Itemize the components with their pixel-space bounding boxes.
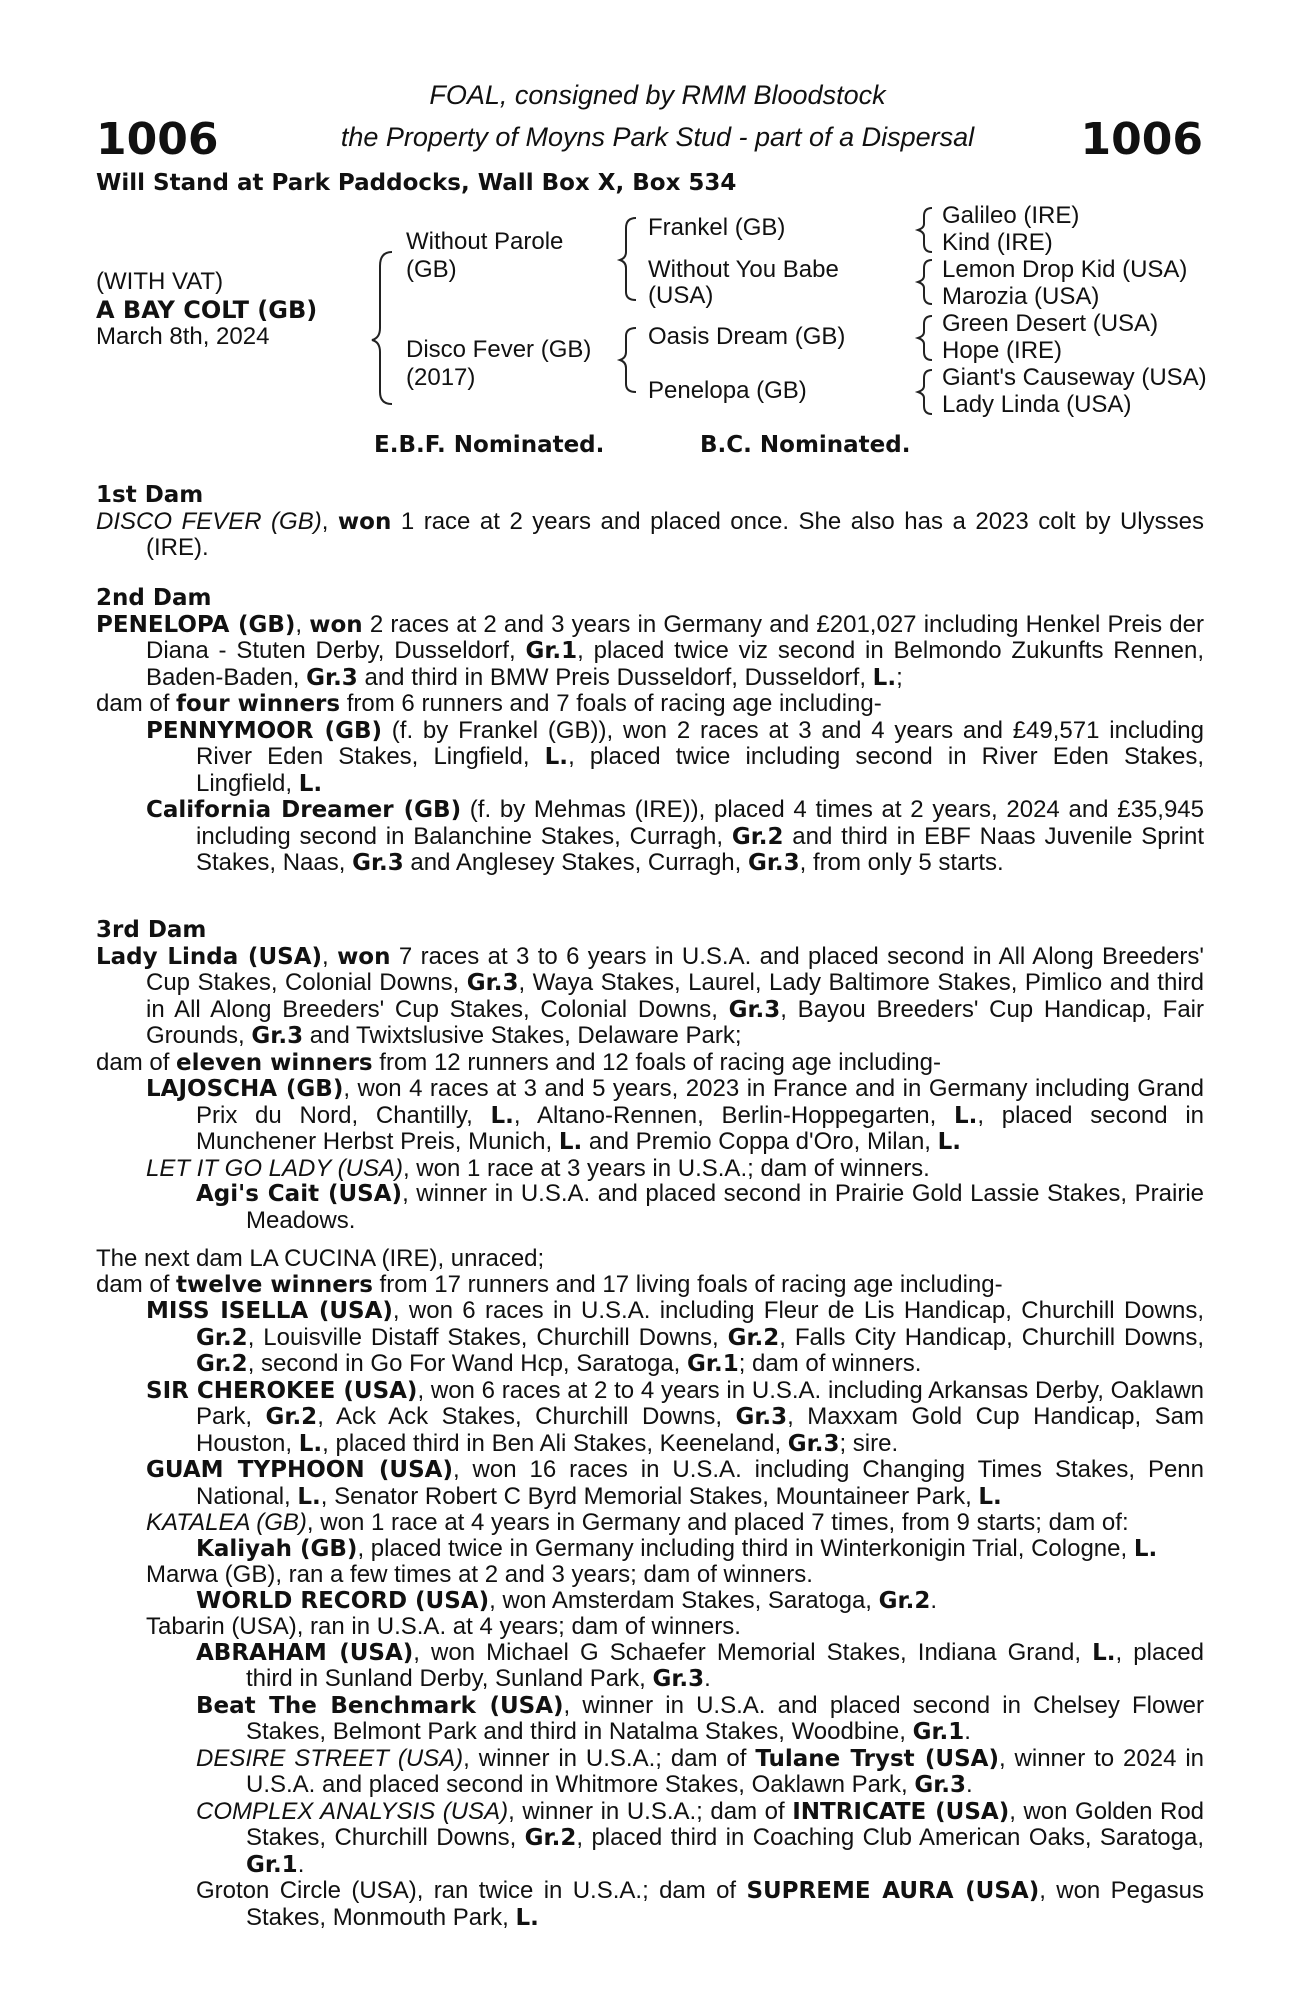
- record-text: , won 1 race at 4 years in Germany and placed 7 times, from 9 starts; dam of:: [306, 1509, 1129, 1536]
- record-text: , won 4 races at 3 and 5 years, 2023 in France and in Germany including Grand Prix du Nord, Chantilly,: [196, 1075, 1204, 1129]
- horse-name: SIR CHEROKEE (USA): [146, 1377, 418, 1404]
- brace-main: [372, 252, 392, 404]
- grade-label: Gr.3: [787, 1430, 840, 1457]
- record-text: dam of: [96, 690, 177, 717]
- horse-name: PENNYMOOR (GB): [146, 717, 382, 744]
- brace-g4: [918, 370, 932, 414]
- next-dam-intro: The next dam LA CUCINA (IRE), unraced;: [96, 1245, 545, 1272]
- gg-4: Marozia (USA): [942, 283, 1100, 310]
- produce-entry: [96, 1536, 1204, 1563]
- gg-5: Green Desert (USA): [942, 310, 1159, 337]
- record-text: , Louisville Distaff Stakes, Churchill Downs,: [247, 1323, 728, 1351]
- produce-entry: DESIRE STREET (USA), winner in U.S.A.; dam of Tulane Tryst (USA), winner to 2024 in U.S.A. and placed second in Whitmore Stakes, Oaklawn Park, Gr.3.: [196, 1744, 1205, 1798]
- horse-name: Kaliyah (GB): [196, 1535, 358, 1562]
- grade-label: Gr.3: [747, 850, 800, 876]
- record-text: and Anglesey Stakes, Curragh,: [403, 849, 748, 876]
- record-text: , won Amsterdam Stakes, Saratoga,: [489, 1586, 879, 1614]
- produce-entry: [96, 1076, 1204, 1156]
- bc-nomination: B.C. Nominated.: [700, 432, 911, 458]
- gg-7: Giant's Causeway (USA): [942, 364, 1207, 391]
- horse-name: COMPLEX ANALYSIS (USA): [196, 1797, 509, 1825]
- second-dam-section: 2nd Dam PENELOPA (GB), won 2 races at 2 and 3 years in Germany and £201,027 including Henkel Preis der Diana - Stuten Derby, Dusseldorf, Gr.1, placed twice viz second in Belmondo Zukunfts Rennen, Baden-Baden, Gr.3 and third in BMW Preis Dusseldorf, Dusseldorf, L.; dam of four winners from 6 runners and 7 foals of racing age including- PENNYMOOR (GB) (f. by Frankel (GB)), won 2 races at 3 and 4 years and £49,571 including River Eden Stakes, Lingfield, L., placed twice including second in River Eden Stakes, Lingfield, L. California Dreamer (GB) (f. by Mehmas (IRE)), placed 4 times at 2 years, 2024 and £35,945 including second in Balanchine Stakes, Curragh, Gr.2 and third in EBF Naas Juvenile Sprint Stakes, Naas, Gr.3 and Anglesey Stakes, Curragh, Gr.3, from only 5 starts.: [96, 585, 1205, 876]
- listed-label: L.: [872, 664, 897, 691]
- record-text: , Senator Robert C Byrd Memorial Stakes, Mountaineer Park,: [320, 1482, 979, 1510]
- property-line: the Property of Moyns Park Stud - part of a Dispersal: [340, 122, 975, 152]
- grade-label: Gr.2: [265, 1404, 318, 1430]
- winners-count: four winners: [176, 691, 341, 717]
- produce-entry: COMPLEX ANALYSIS (USA), winner in U.S.A.; dam of INTRICATE (USA), won Golden Rod Stakes, Churchill Downs, Gr.2, placed third in Coaching Club American Oaks, Saratoga, Gr.1.: [196, 1797, 1205, 1878]
- grade-label: Gr.2: [878, 1587, 931, 1614]
- sire-name: Without Parole: [406, 228, 564, 255]
- next-dam-produce: [96, 1272, 1204, 1299]
- record-text: (f. by Mehmas (IRE)), placed 4 times at 2 years, 2024 and £35,945 including second in Balanchine Stakes, Curragh,: [196, 796, 1204, 850]
- third-dam-name: Lady Linda (USA): [96, 943, 323, 970]
- listed-label: L.: [954, 1102, 978, 1129]
- dam-dam: Penelopa (GB): [648, 377, 807, 404]
- winners-count: twelve winners: [176, 1271, 373, 1298]
- grade-label: Gr.2: [524, 1825, 577, 1851]
- horse-name: LAJOSCHA (GB): [146, 1076, 344, 1102]
- produce-entry: [96, 1510, 1204, 1536]
- record-text: , placed third in Ben Ali Stakes, Keeneland,: [322, 1429, 788, 1457]
- horse-name: SUPREME AURA (USA): [746, 1878, 1040, 1904]
- grade-label: Gr.2: [727, 1324, 780, 1351]
- record-text: , winner in U.S.A.; dam of: [508, 1797, 793, 1825]
- listed-label: L.: [558, 1129, 583, 1155]
- horse-name: DESIRE STREET (USA): [196, 1744, 464, 1772]
- produce-entry: [96, 797, 1204, 877]
- produce-entry: [96, 1378, 1204, 1458]
- record-text: , placed third in Sunland Derby, Sunland Park,: [246, 1638, 1205, 1692]
- grade-label: Gr.1: [246, 1851, 298, 1878]
- first-dam-name: DISCO FEVER (GB): [96, 507, 322, 535]
- listed-label: L.: [490, 1102, 514, 1129]
- record-text: , Waya Stakes, Laurel, Lady Baltimore Stakes, Pimlico and third in All Along Breeders' Cup Stakes, Colonial Downs,: [146, 969, 1204, 1023]
- record-text: ;: [896, 663, 903, 691]
- record-text: from 12 runners and 12 foals of racing age including-: [372, 1048, 941, 1076]
- grade-label: Gr.3: [306, 664, 358, 691]
- record-text: and Premio Coppa d'Oro, Milan,: [582, 1128, 938, 1155]
- listed-label: L.: [937, 1129, 962, 1155]
- record-text: 7 races at 3 to 6 years in U.S.A. and placed second in All Along Breeders' Cup Stakes, Colonial Downs,: [146, 942, 1205, 996]
- record-text: , placed twice in Germany including third in Winterkonigin Trial, Cologne,: [357, 1534, 1134, 1562]
- gg-6: Hope (IRE): [942, 337, 1063, 364]
- record-text: , Falls City Handicap, Churchill Downs,: [779, 1323, 1204, 1351]
- record-text: from 6 runners and 7 foals of racing age including-: [340, 690, 882, 717]
- lot-number-right: 1006: [1080, 114, 1203, 165]
- produce-entry: ABRAHAM (USA), won Michael G Schaefer Memorial Stakes, Indiana Grand, L., placed third in Sunland Derby, Sunland Park, Gr.3.: [196, 1638, 1205, 1692]
- listed-label: L.: [298, 1430, 323, 1457]
- sire-country: (GB): [406, 256, 457, 283]
- record-text: ; sire.: [839, 1429, 899, 1457]
- horse-name: LET IT GO LADY (USA): [146, 1154, 403, 1182]
- horse-name: KATALEA (GB): [146, 1509, 307, 1536]
- lot-number-left: 1006: [96, 114, 219, 165]
- won-label: won: [337, 943, 391, 970]
- record-text: ; dam of winners.: [738, 1350, 922, 1377]
- winners-count: eleven winners: [176, 1049, 373, 1076]
- gg-3: Lemon Drop Kid (USA): [942, 256, 1188, 283]
- stand-location: Will Stand at Park Paddocks, Wall Box X, Box 534: [96, 170, 737, 196]
- horse-name: ABRAHAM (USA): [196, 1639, 414, 1666]
- second-dam-name: PENELOPA (GB): [96, 611, 296, 638]
- brace-g2: [918, 260, 932, 304]
- horse-name: A BAY COLT (GB): [96, 296, 318, 324]
- record-text: , placed second in Munchener Herbst Preis, Munich,: [196, 1101, 1205, 1155]
- won-label: won: [309, 611, 363, 638]
- grade-label: Gr.1: [525, 638, 578, 664]
- produce-entry: [96, 1156, 1204, 1182]
- horse-name: INTRICATE (USA): [792, 1798, 1010, 1825]
- gg-1: Galileo (IRE): [942, 202, 1080, 229]
- brace-g1: [918, 208, 932, 252]
- grade-label: Gr.3: [728, 996, 781, 1023]
- record-text: Tabarin (USA), ran in U.S.A. at 4 years; dam of winners.: [146, 1613, 741, 1640]
- record-text: , placed third in Coaching Club American Oaks, Saratoga,: [576, 1824, 1204, 1851]
- grade-label: Gr.3: [352, 850, 404, 876]
- listed-label: L.: [515, 1904, 539, 1931]
- grade-label: Gr.2: [196, 1351, 248, 1377]
- dam-sire: Oasis Dream (GB): [648, 323, 846, 350]
- third-dam-section: 3rd Dam Lady Linda (USA), won 7 races at 3 to 6 years in U.S.A. and placed second in All Along Breeders' Cup Stakes, Colonial Downs, Gr.3, Waya Stakes, Laurel, Lady Baltimore Stakes, Pimlico and third in All Along Breeders' Cup Stakes, Colonial Downs, Gr.3, Bayou Breeders' Cup Handicap, Fair Grounds, Gr.3 and Twixtslusive Stakes, Delaware Park; dam of eleven winners from 12 runners and 12 foals of racing age including- LAJOSCHA (GB), won 4 races at 3 and 5 years, 2023 in France and in Germany including Grand Prix du Nord, Chantilly, L., Altano-Rennen, Berlin-Hoppegarten, L., placed second in Munchener Herbst Preis, Munich, L. and Premio Coppa d'Oro, Milan, L. LET IT GO LADY (USA), won 1 race at 3 years in U.S.A.; dam of winners. Agi's Cait (USA), winner in U.S.A. and placed second in Prairie Gold Lassie Stakes, Prairie Meadows.: [96, 917, 1205, 1234]
- horse-name: Agi's Cait (USA): [196, 1181, 403, 1207]
- gg-2: Kind (IRE): [942, 229, 1053, 256]
- record-text: , placed twice viz second in Belmondo Zukunfts Rennen, Baden-Baden,: [146, 637, 1205, 691]
- gg-8: Lady Linda (USA): [942, 391, 1132, 418]
- grade-label: Gr.3: [652, 1666, 705, 1692]
- brace-sire: [620, 218, 636, 300]
- record-text: , Ack Ack Stakes, Churchill Downs,: [317, 1403, 736, 1430]
- listed-label: L.: [1092, 1639, 1116, 1666]
- grade-label: Gr.2: [731, 823, 784, 850]
- record-text: , won 16 races in U.S.A. including Changing Times Stakes, Penn National,: [196, 1456, 1204, 1510]
- consignment-line: FOAL, consigned by RMM Bloodstock: [429, 80, 886, 110]
- record-text: , winner in U.S.A. and placed second in Chelsey Flower Stakes, Belmont Park and third in Natalma Stakes, Woodbine,: [246, 1691, 1204, 1745]
- record-text: dam of: [96, 1270, 177, 1298]
- horse-name: MISS ISELLA (USA): [146, 1298, 393, 1324]
- grade-label: Gr.3: [914, 1772, 966, 1798]
- produce-entry: [96, 1562, 1204, 1588]
- won-label: won: [337, 508, 392, 535]
- record-text: , won Pegasus Stakes, Monmouth Park,: [246, 1877, 1204, 1931]
- record-text: , winner in U.S.A.; dam of: [463, 1744, 756, 1772]
- sire-dam: Without You Babe: [648, 256, 839, 283]
- grade-label: Gr.3: [251, 1023, 304, 1049]
- first-dam-section: 1st Dam DISCO FEVER (GB), won 1 race at 2 years and placed once. She also has a 2023 colt by Ulysses (IRE).: [96, 482, 1204, 561]
- grade-label: Gr.3: [735, 1404, 788, 1430]
- record-text: , won 6 races in U.S.A. including Fleur de Lis Handicap, Churchill Downs,: [392, 1297, 1204, 1324]
- horse-name: Tulane Tryst (USA): [755, 1745, 999, 1772]
- horse-name: WORLD RECORD (USA): [196, 1587, 490, 1614]
- record-text: , winner to 2024 in U.S.A. and placed second in Whitmore Stakes, Oaklawn Park,: [246, 1744, 1205, 1798]
- next-dam-section: [96, 1246, 1204, 1931]
- record-text: , winner in U.S.A. and placed second in Prairie Gold Lassie Stakes, Prairie Meadows.: [246, 1180, 1204, 1234]
- third-dam-produce: [96, 1050, 1204, 1077]
- dam-year: (2017): [406, 364, 476, 391]
- produce-entry: [96, 1298, 1204, 1378]
- record-text: and third in BMW Preis Dusseldorf, Dusseldorf,: [357, 663, 873, 691]
- record-text: , Altano-Rennen, Berlin-Hoppegarten,: [513, 1101, 954, 1129]
- record-text: , won Golden Rod Stakes, Churchill Downs,: [246, 1797, 1205, 1851]
- ebf-nomination: E.B.F. Nominated.: [374, 432, 605, 458]
- record-text: , second in Go For Wand Hcp, Saratoga,: [247, 1350, 688, 1377]
- produce-entry: WORLD RECORD (USA), won Amsterdam Stakes, Saratoga, Gr.2.: [196, 1586, 938, 1614]
- record-text: Marwa (GB), ran a few times at 2 and 3 years; dam of winners.: [146, 1561, 813, 1588]
- horse-name: GUAM TYPHOON (USA): [146, 1457, 453, 1483]
- foaling-date: March 8th, 2024: [96, 323, 270, 350]
- first-dam-heading: 1st Dam: [96, 482, 204, 508]
- horse-name: Beat The Benchmark (USA): [196, 1692, 564, 1719]
- brace-dam: [620, 328, 636, 392]
- grade-label: Gr.1: [912, 1719, 965, 1745]
- sire-dam-country: (USA): [648, 282, 714, 309]
- record-text: from 17 runners and 17 living foals of racing age including-: [372, 1270, 1003, 1298]
- record-text: , won Michael G Schaefer Memorial Stakes, Indiana Grand,: [413, 1638, 1093, 1666]
- record-text: , won 6 races at 2 to 4 years in U.S.A. including Arkansas Derby, Oaklawn Park,: [196, 1376, 1204, 1430]
- record-text: , placed twice including second in River Eden Stakes, Lingfield,: [196, 743, 1204, 797]
- produce-entry: [96, 1614, 1204, 1640]
- record-text: , from only 5 starts.: [799, 849, 1004, 876]
- record-text: , won 1 race at 3 years in U.S.A.; dam of winners.: [402, 1154, 930, 1182]
- second-dam-produce: [96, 691, 1204, 718]
- vat-note: (WITH VAT): [96, 268, 224, 295]
- produce-entry: [96, 718, 1204, 798]
- record-text: , Maxxam Gold Cup Handicap, Sam Houston,: [196, 1403, 1205, 1457]
- produce-entry: [96, 1457, 1204, 1510]
- third-dam-heading: 3rd Dam: [96, 917, 207, 943]
- listed-label: L.: [297, 1483, 321, 1510]
- listed-label: L.: [544, 744, 569, 770]
- record-text: Groton Circle (USA), ran twice in U.S.A.; dam of: [196, 1877, 747, 1904]
- grade-label: Gr.1: [687, 1351, 739, 1377]
- listed-label: L.: [978, 1483, 1002, 1510]
- record-text: dam of: [96, 1048, 177, 1076]
- dam-name: Disco Fever (GB): [406, 336, 592, 363]
- produce-entry: [96, 1878, 1204, 1931]
- produce-entry: [96, 1181, 1204, 1233]
- horse-name: California Dreamer (GB): [146, 797, 462, 823]
- grade-label: Gr.2: [196, 1324, 248, 1351]
- record-text: and Twixtslusive Stakes, Delaware Park;: [303, 1022, 742, 1049]
- record-text: 2 races at 2 and 3 years in Germany and £201,027 including Henkel Preis der Diana - Stuten Derby, Dusseldorf,: [146, 610, 1204, 664]
- record-text: , Bayou Breeders' Cup Handicap, Fair Grounds,: [146, 995, 1204, 1049]
- produce-entry: Beat The Benchmark (USA), winner in U.S.A. and placed second in Chelsey Flower Stakes, Belmont Park and third in Natalma Stakes, Woodbine, Gr.1.: [196, 1691, 1204, 1745]
- grade-label: Gr.3: [466, 970, 519, 996]
- sire-sire: Frankel (GB): [648, 214, 786, 241]
- listed-label: L.: [298, 770, 323, 797]
- listed-label: L.: [1133, 1535, 1158, 1562]
- record-text: (f. by Frankel (GB)), won 2 races at 3 and 4 years and £49,571 including River Eden Stakes, Lingfield,: [196, 716, 1204, 770]
- brace-g3: [918, 316, 932, 360]
- second-dam-heading: 2nd Dam: [96, 585, 212, 611]
- first-dam-record: 1 race at 2 years and placed once. She also has a 2023 colt by Ulysses (IRE).: [146, 507, 1204, 561]
- record-text: and third in EBF Naas Juvenile Sprint Stakes, Naas,: [196, 822, 1204, 876]
